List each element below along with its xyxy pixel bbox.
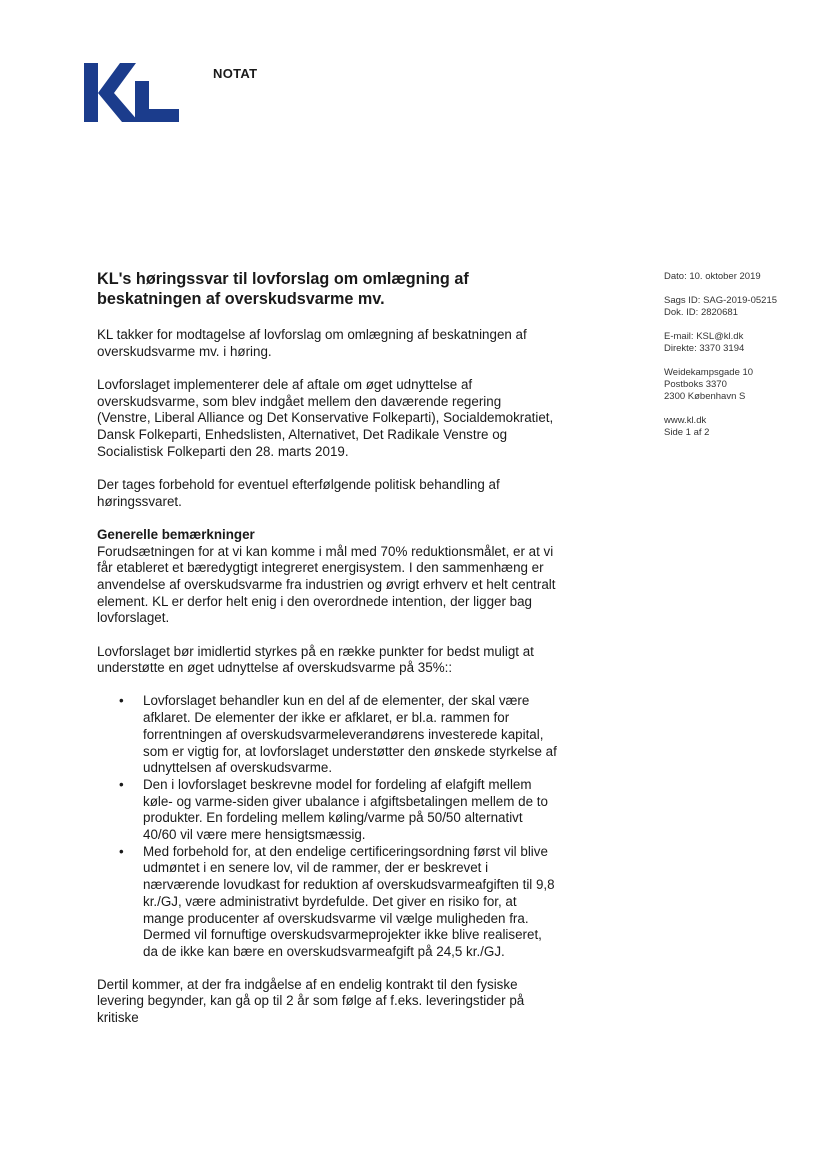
address-line: Postboks 3370: [664, 379, 727, 390]
document-type-label: NOTAT: [213, 66, 258, 81]
address-line: Weidekampsgade 10: [664, 367, 754, 378]
website: www.kl.dk: [664, 415, 707, 426]
bullet-icon: •: [119, 843, 124, 859]
list-item: [119, 776, 557, 844]
document-body: [97, 270, 557, 1043]
metadata-sidebar: [664, 271, 814, 451]
paragraph: KL takker for modtagelse af lovforslag om omlægning af beskatningen af overskudsvarme mv. i høring.: [97, 327, 527, 359]
list-item-text: Den i lovforslaget beskrevne model for fordeling af elafgift mellem køle- og varme-siden giver ubalance i afgiftsbetalingen mellem de to produkter. En fordeling mellem køling/varme på 50/50 alternativt 40/60 vil være mere hensigtsmæssig.: [143, 776, 548, 843]
doc-id: Dok. ID: 2820681: [664, 307, 738, 318]
phone: Direkte: 3370 3194: [664, 343, 745, 354]
section-heading: Generelle bemærkninger: [97, 526, 255, 542]
bullet-icon: •: [119, 776, 124, 792]
paragraph: Dertil kommer, at der fra indgåelse af en endelig kontrakt til den fysiske levering begynder, kan gå op til 2 år som følge af f.eks. leveringstider på kritiske: [97, 976, 525, 1026]
bullet-icon: •: [119, 693, 124, 709]
paragraph: Lovforslaget implementerer dele af aftale om øget udnyttelse af overskudsvarme, som blev indgået mellem den daværende regering (Venstre, Liberal Alliance og Det Konservative Folkeparti), Socialdemokratiet, Dansk Folkeparti, Enhedslisten, Alternativet, Det Radikale Venstre og Socialistisk Folkeparti den 28. marts 2019.: [97, 376, 554, 459]
case-id: Sags ID: SAG-2019-05215: [664, 295, 778, 306]
list-item-text: Med forbehold for, at den endelige certificeringsordning først vil blive udmøntet i en senere lov, vil de rammer, der er beskrevet i nærværende lovudkast for reduktion af overskudsvarmeafgiften til 9,8 kr./GJ, være administrativt byrdefulde. Det giver en risiko for, at mange producenter af overskudsvarme vil vælge muligheden fra. Dermed vil fornuftige overskudsvarmeprojekter ikke blive realiseret, da de ikke kan bære en overskudsvarmeafgift på 24,5 kr./GJ.: [143, 843, 555, 959]
address-line: 2300 København S: [664, 391, 746, 402]
kl-logo: [84, 63, 180, 123]
document-title: KL's høringssvar til lovforslag om omlægning af beskatningen af overskudsvarme mv.: [97, 270, 469, 308]
list-item: [119, 843, 557, 961]
paragraph: Lovforslaget bør imidlertid styrkes på en række punkter for bedst muligt at understøtte en øget udnyttelse af overskudsvarme på 35%::: [97, 643, 534, 676]
paragraph: Forudsætningen for at vi kan komme i mål med 70% reduktionsmålet, er at vi får etableret et bæredygtigt integreret energisystem. I den sammenhæng er anvendelse af overskudsvarme fra industrien og øvrigt erhverv et helt centralt element. KL er derfor helt enig i den overordnede intention, der ligger bag lovforslaget.: [97, 543, 556, 626]
email: E-mail: KSL@kl.dk: [664, 331, 744, 342]
date: Dato: 10. oktober 2019: [664, 271, 761, 282]
bullet-list: [97, 693, 557, 960]
page-number: Side 1 af 2: [664, 427, 710, 438]
list-item: [119, 693, 557, 777]
paragraph: Der tages forbehold for eventuel efterfølgende politisk behandling af høringssvaret.: [97, 476, 500, 509]
list-item-text: Lovforslaget behandler kun en del af de elementer, der skal være afklaret. De elementer der ikke er afklaret, er bl.a. rammen for forrentningen af overskudsvarmeleverandørens investerede kapital, som er vigtig for, at lovforslaget understøtter den ønskede styrkelse af udnyttelsen af overskudsvarme.: [143, 693, 557, 776]
